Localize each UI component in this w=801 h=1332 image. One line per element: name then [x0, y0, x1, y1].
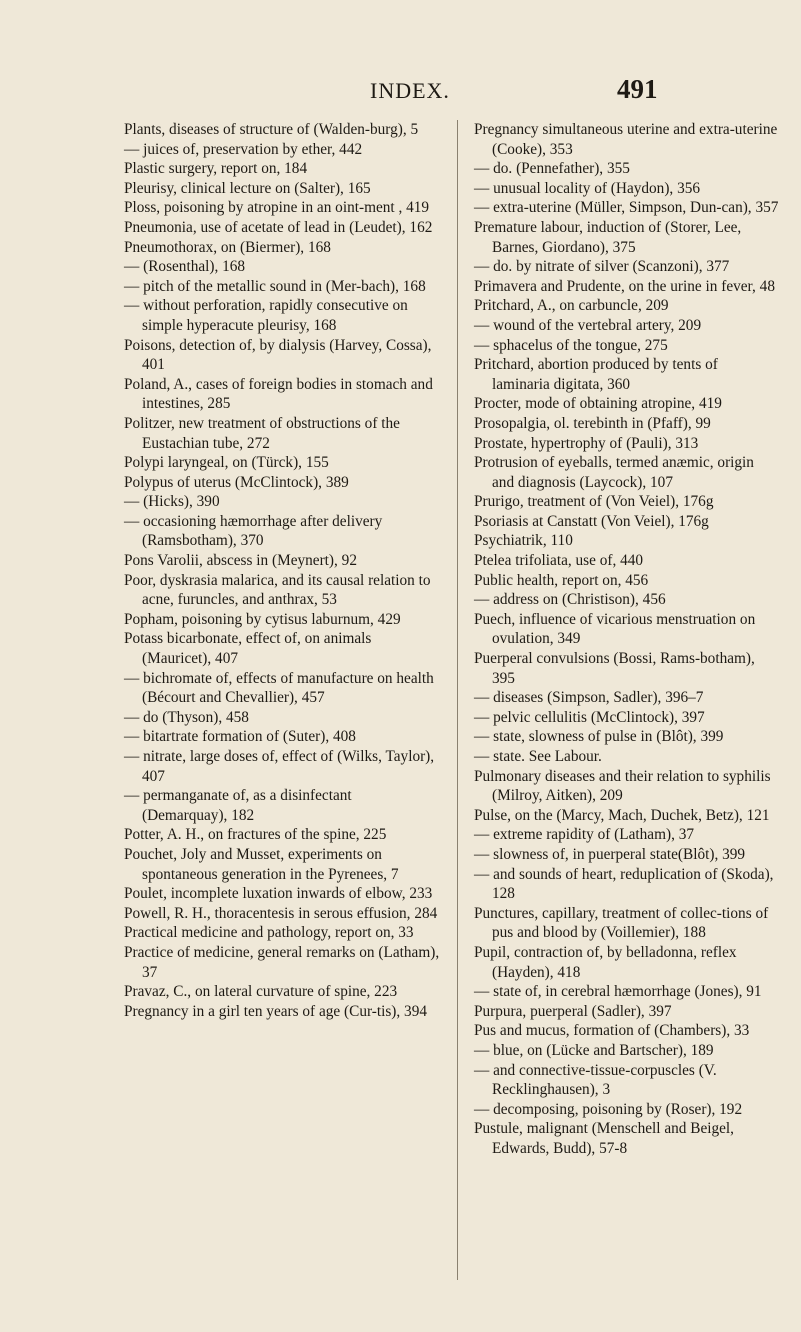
- index-entry: Pulse, on the (Marcy, Mach, Duchek, Betz), 121: [474, 806, 770, 824]
- index-entry: Poland, A., cases of foreign bodies in stomach and intestines, 285: [124, 375, 433, 413]
- index-entry: Potass bicarbonate, effect of, on animals (Mauricet), 407: [124, 630, 372, 668]
- index-entry: Protrusion of eyeballs, termed anæmic, origin and diagnosis (Laycock), 107: [474, 454, 754, 491]
- index-entry: — juices of, preservation by ether, 442: [124, 140, 363, 158]
- page-header: [0, 72, 801, 112]
- index-entry: Pritchard, abortion produced by tents of laminaria digitata, 360: [474, 356, 718, 393]
- index-entry: Powell, R. H., thoracentesis in serous effusion, 284: [124, 904, 438, 922]
- index-entry: — permanganate of, as a disinfectant (Demarquay), 182: [124, 787, 352, 824]
- index-entry: — pelvic cellulitis (McClintock), 397: [474, 708, 705, 726]
- index-entry: — occasioning hæmorrhage after delivery (Ramsbotham), 370: [124, 512, 383, 550]
- index-entry: — (Hicks), 390: [124, 493, 220, 511]
- index-entry: Punctures, capillary, treatment of collec-tions of pus and blood by (Voillemier), 188: [474, 904, 769, 942]
- index-entry: — and connective-tissue-corpuscles (V. Recklinghausen), 3: [474, 1061, 717, 1099]
- index-entry: — without perforation, rapidly consecutive on simple hyperacute pleurisy, 168: [124, 297, 408, 334]
- index-entry: Plants, diseases of structure of (Walden-burg), 5: [124, 121, 419, 138]
- index-entry: Polypi laryngeal, on (Türck), 155: [124, 454, 329, 472]
- index-entry: — diseases (Simpson, Sadler), 396–7: [474, 689, 704, 707]
- index-entry: Pneumothorax, on (Biermer), 168: [124, 238, 331, 256]
- right-column: [474, 120, 779, 1158]
- index-entry: — wound of the vertebral artery, 209: [474, 316, 702, 334]
- index-entry: — blue, on (Lücke and Bartscher), 189: [474, 1041, 714, 1059]
- index-entry: Practice of medicine, general remarks on (Latham), 37: [124, 943, 440, 981]
- index-entry: Premature labour, induction of (Storer, Lee, Barnes, Giordano), 375: [474, 218, 742, 256]
- left-column: [124, 120, 440, 1021]
- index-entry: Poulet, incomplete luxation inwards of elbow, 233: [124, 885, 433, 903]
- index-entry: Pneumonia, use of acetate of lead in (Leudet), 162: [124, 218, 433, 236]
- index-entry: Pleurisy, clinical lecture on (Salter), 165: [124, 179, 371, 197]
- index-entry: Ptelea trifoliata, use of, 440: [474, 552, 644, 570]
- index-entry: Psoriasis at Canstatt (Von Veiel), 176g: [474, 512, 709, 530]
- index-entry: — state. See Labour.: [474, 748, 602, 765]
- index-entry: — pitch of the metallic sound in (Mer-bach), 168: [124, 277, 426, 295]
- index-entry: — do. by nitrate of silver (Scanzoni), 377: [474, 258, 730, 276]
- index-entry: — (Rosenthal), 168: [124, 258, 246, 276]
- index-entry: Puech, influence of vicarious menstruation on ovulation, 349: [474, 610, 756, 648]
- index-entry: Practical medicine and pathology, report on, 33: [124, 924, 414, 942]
- index-entry: — slowness of, in puerperal state(Blôt), 399: [474, 845, 746, 863]
- index-entry: Pus and mucus, formation of (Chambers), 33: [474, 1022, 750, 1040]
- index-entry: — state of, in cerebral hæmorrhage (Jones), 91: [474, 983, 762, 1001]
- index-entry: Poor, dyskrasia malarica, and its causal relation to acne, furuncles, and anthrax, 53: [124, 571, 431, 609]
- index-entry: — extra-uterine (Müller, Simpson, Dun-can), 357: [474, 199, 779, 217]
- index-entry: Psychiatrik, 110: [474, 532, 573, 550]
- page-number: 491: [617, 74, 658, 104]
- index-entry: Puerperal convulsions (Bossi, Rams-botham), 395: [474, 650, 755, 687]
- index-entry: — and sounds of heart, reduplication of (Skoda), 128: [474, 865, 774, 903]
- index-entry: — unusual locality of (Haydon), 356: [474, 179, 701, 197]
- index-entry: — bichromate of, effects of manufacture on health (Bécourt and Chevallier), 457: [124, 669, 434, 707]
- index-entry: Pregnancy simultaneous uterine and extra-uterine (Cooke), 353: [474, 121, 778, 158]
- index-entry: — bitartrate formation of (Suter), 408: [124, 728, 356, 746]
- index-entry: Prurigo, treatment of (Von Veiel), 176g: [474, 493, 714, 511]
- index-entry: Pritchard, A., on carbuncle, 209: [474, 297, 669, 315]
- index-entry: Pravaz, C., on lateral curvature of spine, 223: [124, 983, 398, 1001]
- index-entry: Prostate, hypertrophy of (Pauli), 313: [474, 434, 699, 452]
- column-divider: [457, 120, 458, 1280]
- index-entry: Prosopalgia, ol. terebinth in (Pfaff), 99: [474, 414, 711, 432]
- index-entry: Pons Varolii, abscess in (Meynert), 92: [124, 552, 357, 570]
- index-entry: Poisons, detection of, by dialysis (Harvey, Cossa), 401: [124, 336, 432, 374]
- index-entry: Purpura, puerperal (Sadler), 397: [474, 1002, 672, 1020]
- index-entry: — extreme rapidity of (Latham), 37: [474, 826, 695, 844]
- running-title: INDEX.: [370, 78, 450, 103]
- index-entry: Procter, mode of obtaining atropine, 419: [474, 395, 722, 413]
- index-entry: Pupil, contraction of, by belladonna, reflex (Hayden), 418: [474, 943, 737, 981]
- index-entry: Pregnancy in a girl ten years of age (Cur-tis), 394: [124, 1002, 427, 1020]
- index-entry: Politzer, new treatment of obstructions of the Eustachian tube, 272: [124, 414, 400, 452]
- index-entry: — sphacelus of the tongue, 275: [474, 336, 668, 354]
- index-entry: Popham, poisoning by cytisus laburnum, 429: [124, 610, 401, 628]
- index-entry: — state, slowness of pulse in (Blôt), 399: [474, 728, 724, 746]
- index-entry: Public health, report on, 456: [474, 571, 649, 589]
- index-entry: Pouchet, Joly and Musset, experiments on spontaneous generation in the Pyrenees, 7: [124, 845, 399, 883]
- index-entry: — do (Thyson), 458: [124, 708, 249, 726]
- index-entry: — decomposing, poisoning by (Roser), 192: [474, 1100, 743, 1118]
- index-entry: Polypus of uterus (McClintock), 389: [124, 473, 349, 491]
- index-entry: Pustule, malignant (Menschell and Beigel, Edwards, Budd), 57-8: [474, 1120, 734, 1157]
- index-entry: — nitrate, large doses of, effect of (Wilks, Taylor), 407: [124, 748, 435, 785]
- index-entry: — do. (Pennefather), 355: [474, 160, 630, 178]
- index-entry: Ploss, poisoning by atropine in an oint-ment , 419: [124, 199, 430, 217]
- index-entry: Potter, A. H., on fractures of the spine, 225: [124, 826, 387, 844]
- index-entry: Primavera and Prudente, on the urine in fever, 48: [474, 277, 775, 295]
- index-entry: Pulmonary diseases and their relation to syphilis (Milroy, Aitken), 209: [474, 767, 771, 805]
- index-entry: — address on (Christison), 456: [474, 591, 666, 609]
- index-entry: Plastic surgery, report on, 184: [124, 160, 308, 178]
